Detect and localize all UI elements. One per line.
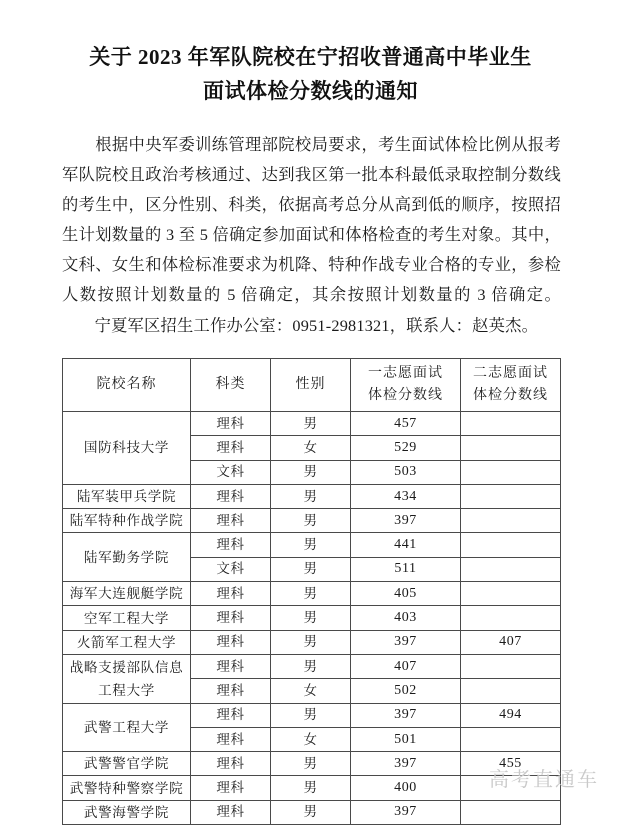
second-choice-score-cell — [461, 436, 561, 460]
school-name-line: 战略支援部队信息 — [69, 659, 184, 675]
gender-cell: 女 — [271, 436, 351, 460]
school-name-cell — [63, 606, 191, 630]
paragraph-line: 人数按照计划数量的 5 倍确定，其余按照计划数量的 3 倍确定。 — [62, 285, 561, 304]
table-row — [63, 776, 561, 800]
first-choice-score-cell: 397 — [351, 630, 461, 654]
table-column-header-line: 一志愿面试 — [368, 366, 443, 381]
paragraph-line: 生计划数量的 3 至 5 倍确定参加面试和体格检查的考生对象。其中， — [62, 225, 561, 244]
score-table — [62, 358, 561, 825]
table-column-header-line: 体检分数线 — [368, 388, 443, 403]
subject-cell: 理科 — [191, 679, 271, 703]
subject-cell: 理科 — [191, 436, 271, 460]
table-row — [63, 800, 561, 824]
gender-cell: 男 — [271, 557, 351, 581]
school-name-cell — [63, 582, 191, 606]
table-body — [63, 412, 561, 825]
subject-cell: 文科 — [191, 557, 271, 581]
gender-cell: 男 — [271, 800, 351, 824]
first-choice-score-cell: 511 — [351, 557, 461, 581]
table-header-row — [63, 359, 561, 412]
school-name-line: 陆军勤务学院 — [83, 549, 170, 565]
gender-cell: 男 — [271, 752, 351, 776]
second-choice-score-cell: 455 — [461, 752, 561, 776]
school-name-cell — [63, 412, 191, 485]
gender-cell: 男 — [271, 533, 351, 557]
first-choice-score-cell: 502 — [351, 679, 461, 703]
table-row — [63, 484, 561, 508]
table-column-header-line: 院校名称 — [96, 377, 157, 392]
first-choice-score-cell: 529 — [351, 436, 461, 460]
second-choice-score-cell — [461, 557, 561, 581]
paragraph-line: 的考生中，区分性别、科类，依据高考总分从高到低的顺序，按照招 — [62, 195, 561, 214]
gender-cell: 女 — [271, 679, 351, 703]
second-choice-score-cell — [461, 679, 561, 703]
table-row — [63, 703, 561, 727]
table-row — [63, 752, 561, 776]
subject-cell: 理科 — [191, 630, 271, 654]
subject-cell: 理科 — [191, 752, 271, 776]
table-row — [63, 630, 561, 654]
gender-cell: 男 — [271, 606, 351, 630]
second-choice-score-cell — [461, 460, 561, 484]
subject-cell: 理科 — [191, 533, 271, 557]
first-choice-score-cell: 407 — [351, 654, 461, 678]
subject-cell: 理科 — [191, 606, 271, 630]
school-name-cell — [63, 654, 191, 703]
school-name-cell — [63, 630, 191, 654]
first-choice-score-cell: 397 — [351, 509, 461, 533]
title-line: 关于 2023 年军队院校在宁招收普通高中毕业生 — [89, 45, 532, 69]
gender-cell: 男 — [271, 412, 351, 436]
school-name-line: 武警特种警察学院 — [69, 780, 184, 796]
subject-cell: 理科 — [191, 509, 271, 533]
first-choice-score-cell: 403 — [351, 606, 461, 630]
second-choice-score-cell — [461, 800, 561, 824]
second-choice-score-cell — [461, 509, 561, 533]
school-name-cell — [63, 509, 191, 533]
first-choice-score-cell: 397 — [351, 800, 461, 824]
second-choice-score-cell — [461, 533, 561, 557]
second-choice-score-cell — [461, 654, 561, 678]
subject-cell: 理科 — [191, 582, 271, 606]
table-column-header — [461, 359, 561, 412]
table-column-header — [351, 359, 461, 412]
first-choice-score-cell: 405 — [351, 582, 461, 606]
second-choice-score-cell: 407 — [461, 630, 561, 654]
gender-cell: 男 — [271, 630, 351, 654]
school-name-line: 陆军特种作战学院 — [69, 513, 184, 529]
first-choice-score-cell: 434 — [351, 484, 461, 508]
table-column-header-line: 科类 — [215, 377, 246, 392]
school-name-line: 火箭军工程大学 — [76, 634, 177, 650]
gender-cell: 男 — [271, 484, 351, 508]
notice-body — [0, 108, 621, 341]
subject-cell: 理科 — [191, 776, 271, 800]
school-name-line: 国防科技大学 — [83, 440, 170, 456]
gender-cell: 男 — [271, 654, 351, 678]
table-row — [63, 412, 561, 436]
second-choice-score-cell: 494 — [461, 703, 561, 727]
school-name-cell — [63, 776, 191, 800]
subject-cell: 理科 — [191, 800, 271, 824]
gender-cell: 男 — [271, 703, 351, 727]
paragraph-line: 根据中央军委训练管理部院校局要求，考生面试体检比例从报考 — [62, 135, 561, 154]
table-row — [63, 533, 561, 557]
subject-cell: 理科 — [191, 412, 271, 436]
second-choice-score-cell — [461, 606, 561, 630]
table-column-header — [191, 359, 271, 412]
paragraph-line: 军队院校且政治考核通过、达到我区第一批本科最低录取控制分数线 — [62, 165, 561, 184]
school-name-line: 工程大学 — [98, 682, 155, 698]
title-line: 面试体检分数线的通知 — [203, 79, 418, 103]
gender-cell: 男 — [271, 582, 351, 606]
score-table-container — [62, 358, 560, 825]
table-row — [63, 509, 561, 533]
gender-cell: 男 — [271, 509, 351, 533]
table-column-header-line: 体检分数线 — [473, 388, 548, 403]
school-name-line: 海军大连舰艇学院 — [69, 586, 184, 602]
school-name-line: 陆军装甲兵学院 — [76, 489, 177, 505]
watermark: 高考直通车 — [489, 769, 599, 791]
subject-cell: 理科 — [191, 484, 271, 508]
table-column-header-line: 二志愿面试 — [473, 366, 548, 381]
first-choice-score-cell: 397 — [351, 703, 461, 727]
first-choice-score-cell: 503 — [351, 460, 461, 484]
first-choice-score-cell: 397 — [351, 752, 461, 776]
school-name-cell — [63, 484, 191, 508]
school-name-cell — [63, 800, 191, 824]
subject-cell: 理科 — [191, 703, 271, 727]
second-choice-score-cell — [461, 582, 561, 606]
gender-cell: 女 — [271, 727, 351, 751]
second-choice-score-cell — [461, 727, 561, 751]
page-title — [0, 0, 621, 108]
contact-line: 宁夏军区招生工作办公室：0951-2981321，联系人：赵英杰。 — [94, 316, 539, 335]
first-choice-score-cell: 400 — [351, 776, 461, 800]
gender-cell: 男 — [271, 460, 351, 484]
subject-cell: 理科 — [191, 727, 271, 751]
table-column-header — [63, 359, 191, 412]
table-header — [63, 359, 561, 412]
table-row — [63, 654, 561, 678]
school-name-line: 空军工程大学 — [83, 610, 170, 626]
school-name-line: 武警海警学院 — [83, 804, 170, 820]
gender-cell: 男 — [271, 776, 351, 800]
table-column-header-line: 性别 — [295, 377, 326, 392]
table-row — [63, 582, 561, 606]
paragraph-line: 文科、女生和体检标准要求为机降、特种作战专业合格的专业，参检 — [62, 255, 561, 274]
second-choice-score-cell — [461, 484, 561, 508]
school-name-line: 武警警官学院 — [83, 756, 170, 772]
school-name-cell — [63, 703, 191, 752]
first-choice-score-cell: 441 — [351, 533, 461, 557]
notice-paragraph — [62, 130, 561, 310]
school-name-line: 武警工程大学 — [83, 719, 170, 735]
table-column-header — [271, 359, 351, 412]
school-name-cell — [63, 752, 191, 776]
table-row — [63, 606, 561, 630]
school-name-cell — [63, 533, 191, 582]
first-choice-score-cell: 501 — [351, 727, 461, 751]
subject-cell: 文科 — [191, 460, 271, 484]
second-choice-score-cell — [461, 412, 561, 436]
subject-cell: 理科 — [191, 654, 271, 678]
first-choice-score-cell: 457 — [351, 412, 461, 436]
